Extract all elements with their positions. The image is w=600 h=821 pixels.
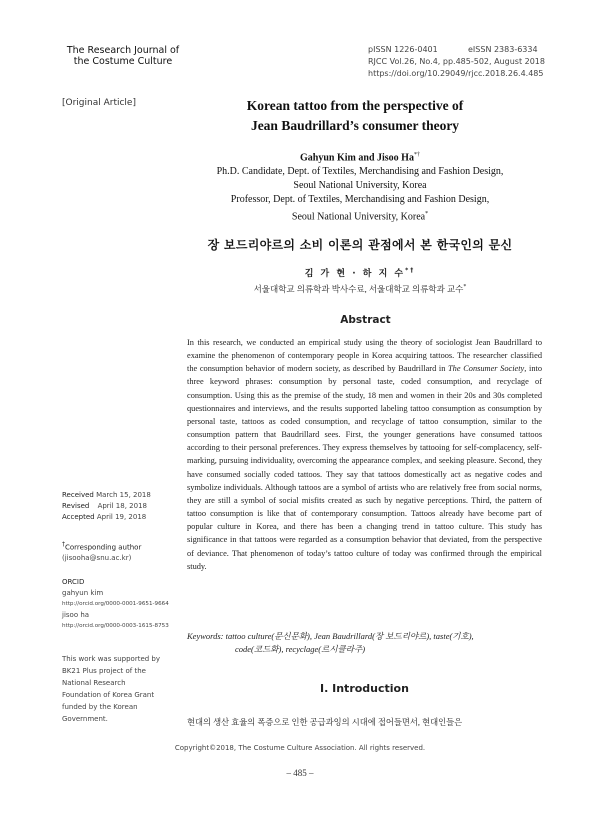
orcid-label: ORCID: [62, 578, 85, 586]
funding-line-1: This work was supported by: [62, 655, 161, 663]
corresponding-block: [62, 539, 180, 564]
keywords: [187, 630, 542, 656]
orcid-block: [62, 577, 180, 632]
affiliation-1-line1: Ph.D. Candidate, Dept. of Textiles, Merchandising and Fashion Design,: [216, 166, 504, 178]
doi-link[interactable]: https://doi.org/10.29049/rjcc.2018.26.4.485: [368, 69, 544, 78]
issn-row: [368, 44, 568, 56]
funding-line-3: National Research: [62, 679, 126, 687]
abstract-text-2: , into three keyword phrases: consumption by personal taste, coded consumption, and recyclage of consumption. Using this as the premise of the study, 18 men and women in their 20s and 30s completed questionnaires and interviews, and the results supported labeling tattoo consumption as consumption by personal taste, tattoos as coded consumption, and recyclage of tattoo consumption, similar to the consumption pattern that Baudrillard sees. First, the younger generations have consumed tattoos according to their personal preferences. They express themselves by tattooing for self-complacency, self-marking, pursuing individuality, overcoming the appearance complex, and seeking pleasure. Second, they have consumed socially coded tattoos. They say that tattoos domestically act as negative codes and symbolize individuals. Although tattoos are a symbol of artists who are relatively free from social norms, they are still a symbol of social misfits created as such by negative perceptions. Third, the pattern of tattoo consumption is like that of contemporary consumption. Tattoos already have become part of popular culture in Korea, and there has been a changing trend in tattoo culture. This study has significance in that tattoos were regarded as a consumption behavior that deviated, from the perspective of deviance. That phenomenon of today’s tattoo culture of today was confirmed through the empirical study.: [187, 364, 542, 571]
journal-name: [62, 45, 184, 67]
corresponding-label: Corresponding author: [65, 543, 142, 552]
orcid-name-2: jisoo ha: [62, 611, 90, 619]
keywords-line1: tattoo culture(문신문화), Jean Baudrillard(장 보드리야르), taste(기호),: [225, 631, 474, 641]
abstract-book-title: The Consumer Society: [448, 364, 525, 374]
revised-date: April 18, 2018: [97, 502, 147, 510]
affiliation-2-mark: *: [425, 211, 429, 218]
paper-title: [170, 96, 540, 136]
funding-note: [62, 653, 180, 725]
abstract-text-1: In this research, we conducted an empirical study using the theory of sociologist Jean Baudrillard to examine the phenomenon of contemporary people in Korea acquiring tattoos. The researcher classified the consumption behavior of modern society, as described by Baudrillard in: [187, 338, 542, 374]
abstract-body: [187, 336, 542, 573]
author-names: Gahyun Kim and Jisoo Ha: [300, 152, 414, 164]
accepted-date: April 19, 2018: [96, 513, 147, 521]
orcid-url-1[interactable]: http://orcid.org/0000-0001-9651-9664: [62, 601, 169, 607]
author-block: [180, 148, 540, 225]
funding-line-4: Foundation of Korea Grant: [62, 691, 155, 699]
pissn: pISSN 1226-0401: [368, 45, 438, 54]
dates-block: [62, 490, 180, 523]
journal-name-line2: the Costume Culture: [73, 56, 173, 67]
received-label: Received: [62, 491, 94, 499]
orcid-name-1: gahyun kim: [62, 589, 104, 597]
korean-authors: 김 가 현 · 하 지 수: [304, 269, 406, 279]
funding-line-5: funded by the Korean: [62, 703, 138, 711]
keywords-line2: code(코드화), recyclage(르시클라주): [235, 644, 366, 654]
abstract-heading: Abstract: [340, 314, 391, 326]
korean-affiliation-mark: *: [463, 284, 467, 291]
citation: RJCC Vol.26, No.4, pp.485-502, August 2018: [368, 57, 545, 66]
article-type: [Original Article]: [62, 98, 136, 108]
accepted-label: Accepted: [62, 513, 95, 521]
korean-affiliation-line: [175, 283, 545, 295]
korean-title: 장 보드리야르의 소비 이론의 관점에서 본 한국인의 문신: [207, 238, 513, 252]
title-line2: Jean Baudrillard’s consumer theory: [250, 118, 460, 133]
affiliation-2-line2: Seoul National University, Korea: [291, 211, 426, 223]
korean-authors-mark: *†: [405, 267, 416, 274]
received-date: March 15, 2018: [96, 491, 151, 499]
affiliation-2-line1: Professor, Dept. of Textiles, Merchandising and Fashion Design,: [230, 194, 490, 206]
korean-authors-line: [175, 266, 545, 279]
eissn: eISSN 2383-6334: [468, 45, 538, 54]
page-number: – 485 –: [286, 768, 314, 778]
journal-name-line1: The Research Journal of: [66, 45, 180, 56]
author-names-mark: *†: [413, 152, 420, 158]
title-line1: Korean tattoo from the perspective of: [246, 98, 464, 113]
copyright: Copyright©2018, The Costume Culture Association. All rights reserved.: [174, 744, 426, 752]
keywords-label: Keywords:: [187, 631, 224, 641]
funding-line-6: Government.: [62, 715, 108, 723]
section-heading: I. Introduction: [320, 682, 409, 695]
korean-affiliation: 서울대학교 의류학과 박사수료, 서울대학교 의류학과 교수: [253, 284, 464, 294]
revised-label: Revised: [62, 502, 90, 510]
orcid-url-2[interactable]: http://orcid.org/0000-0003-1615-8753: [62, 623, 169, 629]
corresponding-email[interactable]: (jisooha@snu.ac.kr): [62, 554, 132, 563]
funding-line-2: BK21 Plus project of the: [62, 667, 146, 675]
affiliation-1-line2: Seoul National University, Korea: [293, 180, 427, 192]
corresponding-mark: †: [62, 541, 65, 548]
issn-block: [368, 44, 568, 80]
section-first-line: 현대의 생산 효율의 폭증으로 인한 공급과잉의 시대에 접어들면서, 현대인들은: [187, 718, 463, 727]
